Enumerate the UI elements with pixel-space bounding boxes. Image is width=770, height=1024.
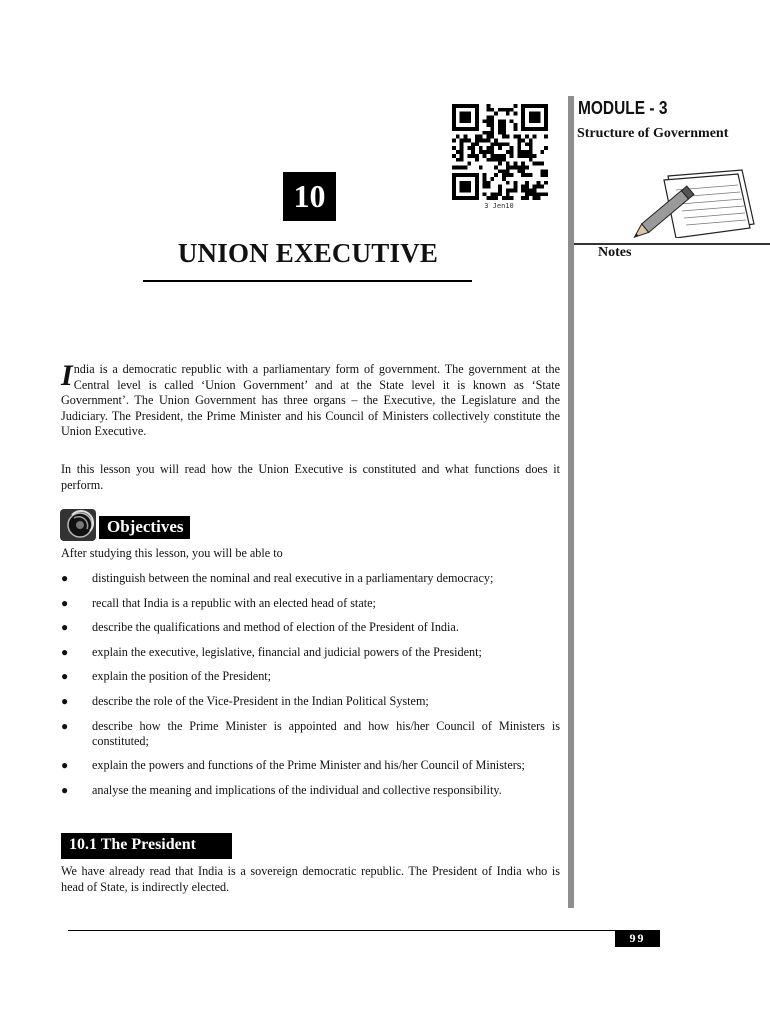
bullet-icon: ● bbox=[61, 620, 69, 635]
chapter-title: UNION EXECUTIVE bbox=[177, 238, 439, 268]
objective-text: explain the powers and functions of the Prime Minister and his/her Council of Ministers; bbox=[92, 758, 525, 773]
objective-item bbox=[61, 719, 560, 749]
qr-caption: 3 Jen10 bbox=[484, 202, 514, 210]
bullet-icon: ● bbox=[61, 758, 69, 773]
drop-cap: I bbox=[61, 359, 73, 392]
bullet-icon: ● bbox=[61, 782, 69, 797]
objective-text: analyse the meaning and implications of the individual and collective responsibility. bbox=[92, 782, 502, 797]
section-heading: 10.1 The President bbox=[61, 833, 232, 859]
objectives-list bbox=[61, 571, 560, 807]
objective-item bbox=[61, 596, 560, 611]
objectives-icon bbox=[60, 509, 96, 541]
footer-rule bbox=[68, 930, 660, 931]
objective-text: describe the role of the Vice-President in the Indian Political System; bbox=[92, 693, 429, 708]
objective-item bbox=[61, 620, 560, 635]
margin-divider bbox=[568, 96, 574, 908]
objective-text: explain the executive, legislative, financial and judicial powers of the President; bbox=[92, 644, 482, 659]
objective-item bbox=[61, 694, 560, 709]
objectives-intro: After studying this lesson, you will be able to bbox=[61, 546, 283, 560]
bullet-icon: ● bbox=[61, 669, 69, 684]
bullet-icon: ● bbox=[61, 571, 69, 585]
objectives-heading: Objectives bbox=[99, 516, 190, 539]
page-number: 99 bbox=[615, 930, 660, 947]
objective-text: distinguish between the nominal and real executive in a parliamentary democracy; bbox=[92, 571, 494, 585]
lesson-paragraph: In this lesson you will read how the Union Executive is constituted and what functions does it perform. bbox=[61, 462, 560, 492]
title-underline bbox=[143, 280, 472, 282]
notes-pencil-icon bbox=[630, 168, 760, 238]
notes-label: Notes bbox=[598, 245, 632, 260]
section-paragraph: We have already read that India is a sovereign democratic republic. The President of India who is head of State, is indirectly elected. bbox=[61, 864, 560, 894]
bullet-icon: ● bbox=[61, 595, 69, 610]
objective-text: describe the qualifications and method of election of the President of India. bbox=[92, 620, 459, 635]
objective-text: describe how the Prime Minister is appointed and how his/her Council of Ministers is constituted; bbox=[92, 718, 560, 748]
qr-code-image bbox=[452, 104, 548, 200]
module-title: MODULE - 3 bbox=[578, 98, 668, 118]
objective-text: recall that India is a republic with an elected head of state; bbox=[92, 595, 376, 610]
objective-item bbox=[61, 758, 560, 773]
chapter-number: 10 bbox=[283, 172, 336, 221]
intro-text: ndia is a democratic republic with a parliamentary form of government. The government at the Central level is called ‘Union Government’ and at the State level it is known as ‘State Government’. The Union Government has three organs – the Executive, the Legislature and the Judiciary. The President, the Prime Minister and his Council of Ministers collectively constitute the Union Executive. bbox=[61, 362, 560, 438]
objective-item bbox=[61, 669, 560, 684]
objective-item bbox=[61, 645, 560, 660]
module-subtitle: Structure of Government bbox=[577, 126, 729, 141]
intro-paragraph bbox=[61, 359, 560, 440]
objective-item bbox=[61, 571, 560, 586]
bullet-icon: ● bbox=[61, 644, 69, 659]
bullet-icon: ● bbox=[61, 693, 69, 708]
objective-text: explain the position of the President; bbox=[92, 669, 272, 684]
bullet-icon: ● bbox=[61, 718, 69, 733]
objective-item bbox=[61, 783, 560, 798]
